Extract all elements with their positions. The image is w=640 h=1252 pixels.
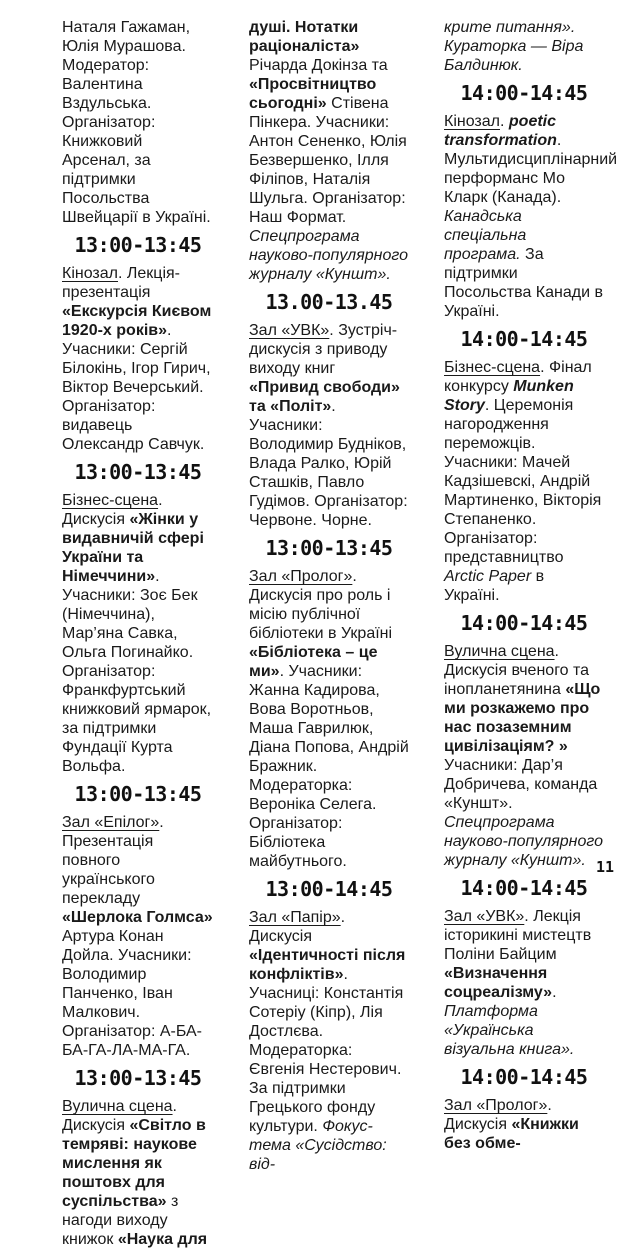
time-heading: 14:00-14:45 xyxy=(460,1065,588,1089)
text-run: крите питання». Кураторка — Віра Балдинюк. xyxy=(444,19,584,74)
event-paragraph xyxy=(249,321,409,530)
text-run: «Ідентичності після конфліктів» xyxy=(249,947,406,983)
event-paragraph xyxy=(62,813,214,1060)
venue-name: Зал «Епілог» xyxy=(62,814,160,831)
text-run: душі. Нотатки раціоналіста» xyxy=(249,19,360,55)
text-run: . Зустріч-дискусія з приводу виходу книг xyxy=(249,322,398,377)
text-run: . xyxy=(500,113,509,130)
text-run: Стівена Пінкера. Учасники: Антон Сененко, Юлія Безвершенко, Ілля Філіпов, Наталія Шульга. Організатор: Наш Формат. xyxy=(249,95,407,226)
text-run: . Учасниці: Константія Сотеріу (Кіпр), Лія Достлєва. Модераторка: Євгенія Нестерович. За підтримки Грецького фонду культури. xyxy=(249,966,404,1135)
venue-name: Кінозал xyxy=(62,265,118,282)
event-paragraph xyxy=(444,112,618,321)
text-run: . Дискусія xyxy=(62,492,163,528)
text-run: . Церемонія нагородження переможців. Учасники: Мачей Кадзішевскі, Андрій Мартиненко, Вікторія Степаненко. Організатор: представництво xyxy=(444,397,602,566)
time-heading: 14:00-14:45 xyxy=(460,81,588,105)
program-column-2 xyxy=(249,18,409,1252)
text-run: Munken Story xyxy=(444,378,574,414)
text-run: «Просвітництво сьогодні» xyxy=(249,76,377,112)
text-run: Річарда Докінза та xyxy=(249,57,388,74)
venue-name: Зал «Папір» xyxy=(249,909,341,926)
event-paragraph xyxy=(444,358,604,605)
text-run: в Україні. xyxy=(444,568,545,604)
text-run: . Дискусія xyxy=(444,1097,552,1133)
text-run: . Учасники: Зоє Бек (Німеччина), Мар’яна Савка, Ольга Погинайко. Організатор: Франкфуртський книжковий ярмарок, за підтримки Фундації Курта Вольфа. xyxy=(62,568,212,775)
event-paragraph xyxy=(62,18,214,227)
text-run: «Визначення соцреалізму» xyxy=(444,965,553,1001)
time-heading: 13:00-13:45 xyxy=(74,1066,202,1090)
event-paragraph xyxy=(249,567,409,871)
venue-name: Зал «УВК» xyxy=(249,322,330,339)
time-heading: 13:00-13:45 xyxy=(265,536,393,560)
text-run: Учасники: Дар’я Добричева, команда «Куншт». xyxy=(444,757,598,812)
venue-name: Зал «Пролог» xyxy=(444,1097,548,1114)
text-run: . Учасники: Сергій Білокінь, Ігор Гирич, Віктор Вечерський. Організатор: видавець Олександр Савчук. xyxy=(62,322,211,453)
text-run: . Лекція-презентація xyxy=(62,265,180,301)
text-run: «Екскурсія Києвом 1920-х років» xyxy=(62,303,212,339)
text-run: «Наука для xyxy=(117,1231,208,1248)
venue-name: Вулична сцена xyxy=(444,643,555,660)
text-run: «Привид свободи» та «Політ» xyxy=(249,379,400,415)
text-run: «Шерлока Голмса» xyxy=(62,909,213,926)
text-run: poetic transformation xyxy=(444,113,557,149)
time-heading: 14:00-14:45 xyxy=(460,611,588,635)
time-heading: 13:00-13:45 xyxy=(74,233,202,257)
text-run: . Дискусія xyxy=(62,1098,177,1134)
venue-name: Кінозал xyxy=(444,113,500,130)
event-paragraph xyxy=(444,907,604,1059)
time-heading: 13:00-14:45 xyxy=(265,877,393,901)
text-run: Канадська спеціальна програма. xyxy=(444,208,527,263)
text-run: Arctic Paper xyxy=(444,568,532,585)
text-run: . Учасники: Жанна Кадирова, Вова Воротньов, Маша Гаврилюк, Діана Попова, Андрій Бражник. Модераторка: Вероніка Селега. Організатор: Бібліотека майбутнього. xyxy=(249,663,409,870)
text-run: Платформа «Українська візуальна книга». xyxy=(444,1003,575,1058)
venue-name: Зал «УВК» xyxy=(444,908,525,925)
text-run: . Лекція історикині мистецтв Поліни Байцим xyxy=(444,908,592,963)
text-run: Фокус-тема «Сусідство: від- xyxy=(249,1118,387,1173)
text-run: . xyxy=(552,984,557,1001)
event-paragraph xyxy=(62,491,214,776)
time-heading: 14:00-14:45 xyxy=(460,327,588,351)
text-run: . Дискусія про роль і місію публічної бібліотеки в Україні xyxy=(249,568,393,642)
text-run: . Дискусія xyxy=(249,909,346,945)
text-run: . Фінал конкурсу xyxy=(444,359,592,395)
event-paragraph xyxy=(249,18,409,284)
time-heading: 14:00-14:45 xyxy=(460,876,588,900)
event-paragraph xyxy=(249,908,409,1174)
venue-name: Бізнес-сцена xyxy=(444,359,541,376)
event-paragraph xyxy=(62,264,214,454)
text-run: Спецпрограма науково-популярного журналу «Куншт». xyxy=(444,814,603,869)
time-heading: 13.00-13.45 xyxy=(265,290,393,314)
text-run: Спецпрограма науково-популярного журналу «Куншт». xyxy=(249,228,408,283)
text-run: . Учасники: Володимир Будніков, Влада Ралко, Юрій Сташків, Павло Гудімов. Організатор: Червоне. Чорне. xyxy=(249,398,408,529)
event-paragraph xyxy=(444,642,604,870)
event-paragraph xyxy=(444,1096,604,1153)
text-run: «Бібліотека – це ми» xyxy=(249,644,378,680)
text-run: За підтримки Посольства Канади в Україні. xyxy=(444,246,603,320)
page-number: 11 xyxy=(595,858,614,876)
text-run: «Жінки у видавничій сфері України та Німеччини» xyxy=(62,511,204,585)
event-paragraph xyxy=(62,1097,214,1249)
time-heading: 13:00-13:45 xyxy=(74,460,202,484)
event-paragraph xyxy=(444,18,604,75)
venue-name: Бізнес-сцена xyxy=(62,492,159,509)
time-heading: 13:00-13:45 xyxy=(74,782,202,806)
text-run: . Мультидисциплінарний перформанс Мо Кларк (Канада). xyxy=(444,132,618,206)
program-column-1 xyxy=(62,18,214,1252)
text-run: . Дискусія вченого та інопланетянина xyxy=(444,643,590,698)
text-run: «Світло в темряві: наукове мислення як поштовх для суспільства» xyxy=(62,1117,206,1210)
text-run: з нагоди виходу книжок xyxy=(62,1193,179,1248)
venue-name: Вулична сцена xyxy=(62,1098,173,1115)
text-run: Артура Конан Дойла. Учасники: Володимир Панченко, Іван Малкович. Організатор: А-БА-БА-ГА-ЛА-МА-ГА. xyxy=(62,928,202,1059)
text-run: «Книжки без обме- xyxy=(444,1116,579,1152)
text-run: «Що ми розкажемо про нас позаземним цивілізаціям? » xyxy=(444,681,601,755)
text-run: . Презентація повного українського перекладу xyxy=(62,814,164,907)
text-run: Наталя Гажаман, Юлія Мурашова. Модератор: Валентина Вздульська. Організатор: Книжковий Арсенал, за підтримки Посольства Швейцарії в Україні. xyxy=(62,19,211,226)
venue-name: Зал «Пролог» xyxy=(249,568,353,585)
